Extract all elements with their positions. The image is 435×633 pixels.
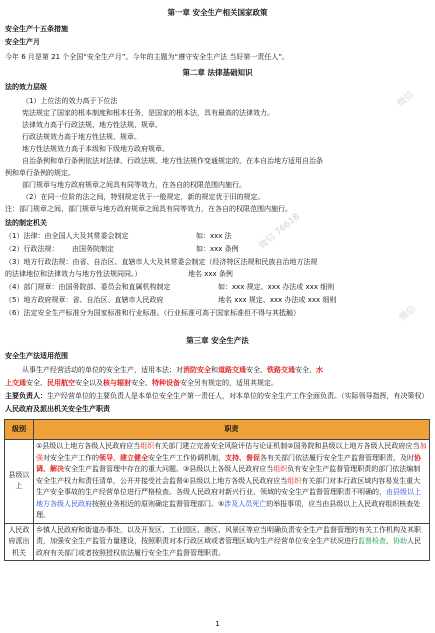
duty-text-run: 各有关部门依法履行安全生产监督管理职责，及时 [260, 453, 414, 462]
paragraph: 今年 6 月是第 21 个全国“安全生产月”。今年的主题为“遵守安全生产法 当好第一责任人”。 [5, 53, 289, 61]
law-row-3-a: （3）地方行政法规：由省、自治区、直辖市人大及其常委会制定（经济特区法规和民族自治地方法规 [5, 258, 318, 266]
duty-cell [34, 440, 430, 524]
section-title: 安全生产月 [5, 38, 40, 46]
chapter-1-title: 第一章 安全生产相关国家政策 [167, 8, 268, 17]
law-row-3-b: 的法律地位和法律效力与地方性法规同同。） [5, 270, 142, 278]
text-line: 宪法规定了国家的根本制度和根本任务，是国家的根本法，具有最高的法律效力。 [22, 109, 274, 117]
duty-text-run: 协调、解决 [36, 453, 421, 473]
section-title: 安全生产法适用范围 [5, 352, 68, 360]
duty-text-run: 组织 [287, 476, 302, 485]
law-row-6: （6）法定安全生产标准分为国家标准和行业标准。（行业标准可高于国家标准但不得与其抵触） [5, 309, 300, 317]
duty-text-run: 对安全生产工作的 [43, 453, 99, 462]
watermark: 微信 [397, 304, 419, 324]
header-level: 级别 [5, 420, 34, 440]
duty-text-run: 组织 [140, 442, 155, 450]
law-row-5-right: 地名 xxx 规定、xxx 办法或 xxx 细则 [218, 296, 337, 304]
duty-cell [34, 523, 430, 561]
duty-text-run: 乡镇人民政府和街道办事处，以及开发区、工业园区、港区、风景区等应当明确负责安全生产监督管理的有关工作机构及其职责，加强安全生产监管力量建设，按照职责对本行政区域或者管理区域内生产经营单位安全生产状况进行 [36, 525, 421, 545]
duty-text-run: 加强 [36, 442, 427, 462]
text-line: 自治条例和单行条例依法对法律、行政法规、地方性法规作变通规定的，在本自治地方适用自治条 [22, 157, 323, 165]
law-row-4-right: 如：xxx 规定、xxx 办法或 xxx 细则 [218, 283, 335, 291]
duty-text-run: 支持、督促 [225, 453, 260, 462]
section-title: 人民政府及派出机关安全生产职责 [5, 405, 110, 413]
duty-text-run: ， [386, 537, 393, 545]
main-responsible-line: 主要负责人：生产经营单位的主要负责人是本单位安全生产第一责任人，对本单位的安全生产工作全面负责。（实际领导指挥，有决策权） [5, 392, 429, 400]
duty-text-run: ①县级以上地方各级人民政府应当 [36, 442, 141, 450]
text-line: 部门规章与地方政府规章之间具有同等效力，在各自的权限范围内施行。 [22, 181, 246, 189]
duty-table [4, 419, 430, 561]
law-row-1-left: （1）法律：由全国人大及其常委会制定 [5, 232, 129, 240]
text-line: （2）在同一位阶的法之间，特别规定优于一般规定，新的规定优于旧的规定。 [22, 193, 265, 201]
text-line: 法律效力高于行政法规、地方性法规、规章。 [22, 121, 162, 129]
section-title: 安全生产十五条措施 [5, 25, 68, 33]
law-row-4-left: （4）部门规章：由国务院部、委员会和直属机构制定 [5, 283, 171, 291]
duty-text-run: 负有安全生产监督管理职责的部门依法编制安全生产权力和责任清单，公开并接受社会监督④县级以上地方各级人民政府应当 [36, 465, 421, 485]
text-line: 地方性法规效力高于本级和下级地方政府规章。 [22, 145, 169, 153]
watermark: 微信 76618 [257, 211, 302, 252]
duty-text-run: 人民政府有关部门或者按照授权依法履行安全生产监督管理职责。 [36, 537, 421, 557]
text-line: （1）上位法的效力高于下位法 [22, 97, 118, 105]
law-row-2-mid: 由国务院制定 [72, 245, 114, 253]
duty-text-run: 安全生产工作协调机制， [148, 453, 225, 462]
duty-text-run: 有关部门建立完善安全风险评估与论证机制②国务院和县级以上地方各级人民政府应当 [154, 442, 420, 450]
duty-text-run: 监督检查 [358, 537, 386, 545]
chapter-3-title: 第三章 安全生产法 [186, 336, 249, 345]
duty-text-run: ， [113, 453, 120, 462]
duty-text-run: 有关部门对本行政区域内容易发生重大生产安全事故的生产经营单位进行严格检查。各级人民政府对新兴行业、领域的安全生产监督管理职责不明确的， [36, 476, 421, 496]
watermark: 微信 [395, 90, 417, 110]
section-title: 法的制定机关 [5, 219, 47, 227]
law-row-2-right: 如：xxx 条例 [196, 245, 239, 253]
level-cell: 县级以上 [5, 440, 34, 524]
duty-text-run: 涉及人员死亡 [224, 499, 267, 508]
law-row-2-left: （2）行政法规： [5, 245, 59, 253]
table-row [5, 440, 430, 524]
table-row [5, 523, 430, 561]
section-title: 法的效力层级 [5, 83, 47, 91]
law-row-1-right: 如：xxx 法 [196, 232, 232, 240]
page-number: 1 [215, 620, 220, 628]
law-row-5-left: （5）地方政府规章：省、自治区、直辖市人民政府 [5, 296, 164, 304]
duty-text-run: 由县级以上地方各级人民政府 [36, 488, 421, 508]
table-header-row [5, 420, 430, 440]
duty-text-run: 按照业务相近的原则确定监督管理部门。⑤ [92, 499, 225, 508]
level-cell: 人民政府派出机关 [5, 523, 34, 561]
scope-line-1: 从事生产经营活动的单位的安全生产，适用本法；对消防安全和道路交通安全、铁路交通安全、水 [22, 366, 323, 374]
text-line: 行政法规效力高于地方性法规、规章。 [22, 133, 141, 141]
law-row-3-c: 地名 xxx 条例 [188, 270, 233, 278]
chapter-2-title: 第二章 法律基础知识 [182, 68, 253, 77]
duty-text-run: 的举报事项，应当由县级以上人民政府组织核查处理。 [36, 499, 421, 519]
duty-text-run: 建立健全 [120, 453, 148, 462]
note-line: 注：部门规章之间、部门规章与地方政府规章之间具有同等效力，在各自的权限范围内施行。 [5, 205, 292, 213]
duty-text-run: 协助 [393, 537, 407, 545]
header-duty: 职责 [34, 420, 430, 440]
duty-text-run: 安全生产监督管理中存在的重大问题。③县级以上各级人民政府应当 [64, 465, 274, 473]
duty-text-run: 组织 [273, 465, 288, 473]
text-line: 例和单行条例的规定。 [5, 169, 75, 177]
duty-text-run: 领导 [99, 453, 113, 462]
scope-line-2: 上交通安全、民用航空安全以及核与辐射安全、特种设备安全另有规定的，适用其规定。 [5, 379, 278, 387]
